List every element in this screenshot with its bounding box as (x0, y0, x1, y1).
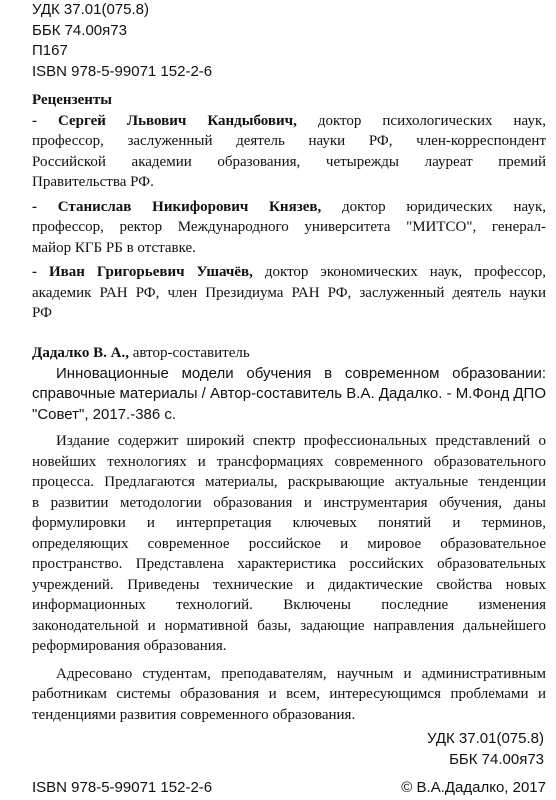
isbn: ISBN 978-5-99071 152-2-6 (32, 62, 213, 80)
citation-role: автор-составитель (129, 345, 250, 361)
reviewer-name: - Иван Григорьевич Ушачёв, (32, 264, 253, 280)
reviewer-1 (32, 111, 546, 193)
reviewer-credentials: РФ (32, 305, 52, 321)
annotation-line: определяющих современное российское и мировое образовательное (32, 535, 546, 552)
reviewer-credentials: майор КГБ РБ в отставке. (32, 239, 196, 256)
reviewers-section (32, 90, 546, 324)
annotation-line: пространство. Представлена характеристика российских образовательных (32, 556, 546, 572)
annotation-line: информационных технологий. Включены последние изменения (32, 597, 546, 613)
annotation-line: тенденциями развития современного образования. (32, 706, 356, 723)
footer-bbk: ББК 74.00я73 (449, 750, 544, 768)
annotation-line: формулировки и интерпретация ключевых понятий и терминов, (32, 515, 546, 531)
annotation-line: в развитии методологии образования и инструментария обучения, даны (32, 494, 546, 511)
footer-udk: УДК 37.01(075.8) (427, 730, 544, 747)
reviewer-name: - Сергей Львович Кандыбович, (32, 112, 297, 129)
catalog-header (32, 0, 546, 82)
annotation-line: новейших технологиях и трансформациях современного образовательного (32, 453, 546, 470)
reviewer-credentials: доктор психологических наук, (296, 112, 546, 129)
reviewer-credentials: Российской академии образования, четырежды лауреат премий (32, 153, 546, 170)
author-code: П167 (32, 42, 68, 59)
annotation-line: законодательной и нормативной базы, задающие направления дальнейшего (32, 617, 546, 634)
citation-line: Инновационные модели обучения в современном образовании: (56, 364, 546, 382)
footer-catalog (427, 729, 544, 770)
copyright: © В.А.Дадалко, 2017 (401, 779, 546, 796)
annotation-line: Издание содержит широкий спектр профессиональных представлений о (56, 433, 546, 449)
udk-code: УДК 37.01(075.8) (32, 1, 149, 18)
reviewer-credentials: доктор юридических наук, (321, 198, 546, 215)
reviewer-credentials: профессор, заслуженный деятель науки РФ, член-корреспондент (32, 133, 546, 149)
annotation-line: реформирования образования. (32, 638, 227, 654)
reviewer-credentials: профессор, ректор Международного университета "МИТСО", генерал- (32, 219, 546, 235)
citation-line: справочные материалы / Автор-составитель В.А. Дадалко. - М.Фонд ДПО (32, 385, 546, 402)
reviewer-credentials: доктор экономических наук, профессор, (252, 264, 546, 280)
footer-line (32, 778, 546, 799)
reviewer-credentials: Правительства РФ. (32, 174, 154, 190)
citation-section (32, 343, 546, 425)
annotation-paragraph-2 (32, 664, 546, 726)
annotation-line: работникам системы образования и всем, интересующимся проблемами и (32, 686, 546, 702)
reviewers-title: Рецензенты (32, 92, 112, 108)
citation-line: "Совет", 2017.-386 с. (32, 405, 177, 423)
annotation-section (32, 431, 546, 725)
bbk-code: ББК 74.00я73 (32, 21, 127, 39)
footer-isbn: ISBN 978-5-99071 152-2-6 (32, 779, 213, 796)
reviewer-credentials: академик РАН РФ, член Президиума РАН РФ, заслуженный деятель науки (32, 284, 546, 301)
citation-body (32, 364, 546, 426)
annotation-line: Адресовано студентам, преподавателям, научным и административным (56, 665, 546, 682)
citation-author: Дадалко В. А., (32, 345, 129, 361)
annotation-line: учреждений. Приведены технические и дидактические свойства новых (32, 576, 546, 593)
annotation-paragraph-1 (32, 431, 546, 657)
annotation-line: процесса. Предлагаются материалы, раскрывающие актуальные тенденции (32, 474, 546, 490)
reviewer-3 (32, 262, 546, 324)
reviewer-2 (32, 197, 546, 259)
reviewer-name: - Станислав Никифорович Князев, (32, 198, 322, 215)
